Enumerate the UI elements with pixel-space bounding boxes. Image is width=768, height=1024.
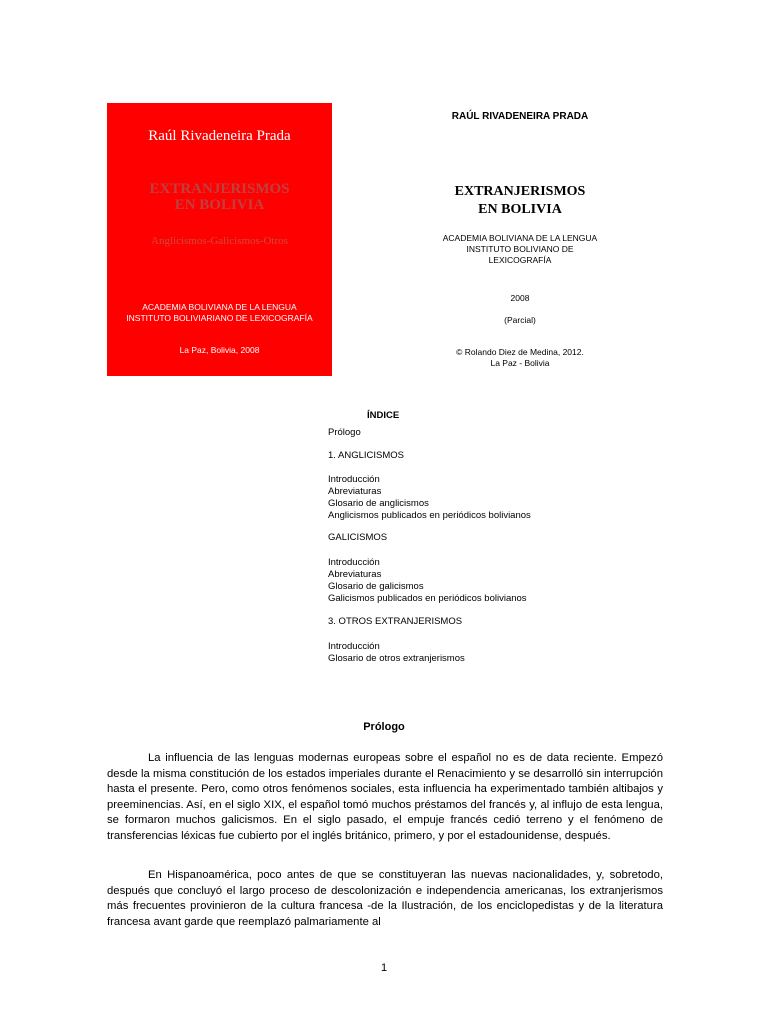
cover-title-line2: EN BOLIVIA [174, 197, 265, 213]
toc-item: Glosario de otros extranjerismos [328, 653, 465, 664]
cover-title-line1: EXTRANJERISMOS [149, 181, 290, 197]
titlepage-year: 2008 [510, 293, 530, 303]
toc-heading: ÍNDICE [367, 410, 400, 421]
toc-item: Introducción [328, 641, 380, 652]
cover-place: La Paz, Bolivia, 2008 [179, 345, 260, 355]
titlepage-copyright: © Rolando Diez de Medina, 2012. [456, 347, 584, 357]
toc-item: 1. ANGLICISMOS [328, 450, 405, 461]
prologo-paragraph-2: En Hispanoamérica, poco antes de que se constituyeran las nuevas nacionalidades, y, sobretodo, después que concluyó el largo proceso de descolonización e independencia americanas, los extranjerismos más frecuentes provinieron de la cultura francesa -de la Ilustración, de los enciclopedistas y de la literatura francesa avant garde que reemplazó palmariamente al [107, 869, 663, 928]
book-cover [107, 103, 332, 376]
titlepage-title [400, 183, 640, 219]
toc-item: Glosario de galicismos [328, 581, 424, 592]
titlepage-place: La Paz - Bolivia [490, 358, 550, 368]
cover-author: Raúl Rivadeneira Prada [148, 128, 291, 144]
toc-item: GALICISMOS [328, 532, 388, 543]
titlepage-copyright-block [400, 347, 640, 369]
toc-item: Anglicismos publicados en periódicos bolivianos [328, 510, 531, 521]
titlepage-academy-line2: INSTITUTO BOLIVIANO DE [466, 244, 574, 254]
toc-item: Galicismos publicados en periódicos bolivianos [328, 593, 527, 604]
titlepage-title-line1: EXTRANJERISMOS [454, 184, 586, 199]
toc-item: Prólogo [328, 427, 361, 438]
titlepage-title-line2: EN BOLIVIA [478, 202, 562, 217]
toc-item: Introducción [328, 474, 380, 485]
prologo-heading: Prólogo [363, 721, 405, 733]
titlepage-academy-line1: ACADEMIA BOLIVIANA DE LA LENGUA [442, 233, 598, 243]
cover-subtitle: Anglicismos-Galicismos-Otros [151, 235, 288, 247]
titlepage-academy [400, 233, 640, 266]
toc-item: Abreviaturas [328, 486, 382, 497]
titlepage-academy-line3: LEXICOGRAFÍA [488, 255, 552, 265]
toc-item: Glosario de anglicismos [328, 498, 429, 509]
cover-academy-line1: ACADEMIA BOLIVIANA DE LA LENGUA [142, 302, 297, 312]
toc-item: 3. OTROS EXTRANJERISMOS [328, 616, 463, 627]
cover-title [107, 181, 332, 213]
page-number: 1 [380, 962, 388, 974]
toc-item: Introducción [328, 557, 380, 568]
titlepage-author: RAÚL RIVADENEIRA PRADA [451, 111, 589, 122]
cover-academy-line2: INSTITUTO BOLIVIARIANO DE LEXICOGRAFÍA [126, 313, 313, 323]
toc-item: Abreviaturas [328, 569, 382, 580]
cover-academy [107, 302, 332, 324]
titlepage-edition: (Parcial) [504, 315, 536, 325]
prologo-paragraph-1: La influencia de las lenguas modernas europeas sobre el español no es de data reciente. Empezó desde la misma constitución de los estados imperiales durante el Renacimiento y se desarrolló sin interrupción hasta el presente. Pero, como otros fenómenos sociales, esta influencia ha experimentado también altibajos y preeminencias. Así, en el siglo XIX, el español tomó muchos préstamos del francés y, al influjo de esta lengua, se formaron muchos galicismos. En el siglo pasado, el empuje francés cedió terreno y el fenómeno de transferencias léxicas fue cubierto por el inglés británico, primero, y por el estadounidense, después. [107, 752, 663, 842]
